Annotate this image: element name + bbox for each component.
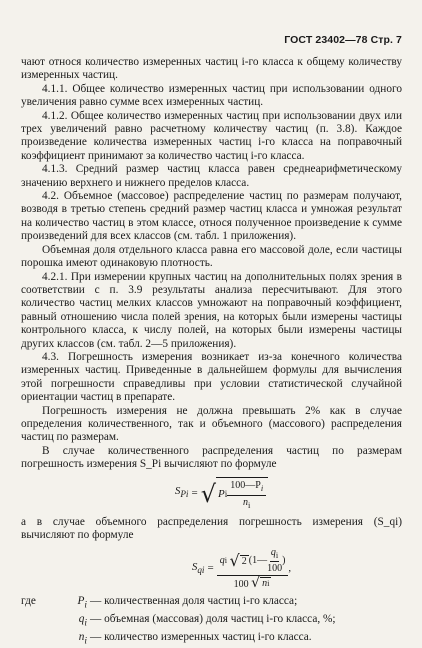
paragraph: чают относя количество измеренных частиц i-го класса к общему количеству измеренных частиц. xyxy=(21,56,402,82)
paragraph: а в случае объемного распределения погрешность измерения (S_qi) вычисляют по формуле xyxy=(21,515,402,541)
formula-error-volume: $S_{qi}$ = q i √ 2 (1— $\frac{q_i}{100}$ ) 100 √ n i , xyxy=(191,547,292,592)
formula-lhs: $S_{qi}$ xyxy=(191,560,205,575)
paragraph: Погрешность измерения не должна превышать 2% как в случае определения количественного, так и объемного (массового) распределения частиц по размерам. xyxy=(21,404,402,444)
definition-row: где $P_i$ — количественная доля частиц i-го класса; xyxy=(21,595,298,611)
definition-row: $q_i$ — объемная (массовая) доля частиц i-го класса, %; xyxy=(78,613,336,629)
paragraph: 4.1.2. Общее количество измеренных частиц при использовании двух или трех увеличений равно расчетному количеству частиц (п. 3.8). Каждое произведение количества измеренных частиц i-го класса на поправочный коэффициент принимают за количество частиц i-го класса. xyxy=(21,109,402,162)
paragraph: Объемная доля отдельного класса равна его массовой доле, если частицы порошка имеют одинаковую плотность. xyxy=(21,243,402,270)
document-body xyxy=(21,56,402,648)
paragraph: 4.2. Объемное (массовое) распределение частиц по размерам получают, возводя в третью степень средний размер частиц класса и умножая результат на количество частиц в этом классе, относя полученное произведение к сумме произведений для всех классов (см. табл. 1 приложения). xyxy=(21,190,402,243)
paragraph: 4.1.1. Общее количество измеренных частиц при использовании одного увеличения равно сумме всех измеренных частиц. xyxy=(21,82,402,109)
fraction: $\frac{100—P_i}{n_i}$ xyxy=(227,480,266,511)
paragraph: 4.3. Погрешность измерения возникает из-за конечного количества измеренных частиц. Приведенные в дальнейшем формулы для вычисления этой погрешности справедливы при условии статистической случайной ориентации частиц в препарате. xyxy=(21,350,402,404)
formula-lhs: $S_{Pi}$ xyxy=(174,485,189,500)
sqrt-sign: √ P i $\frac{100—P_i}{n_i}$ xyxy=(201,477,268,511)
formula-error-count: $S_{Pi}$ = √ P i $\frac{100—P_i}{n_i}$ xyxy=(41,477,402,511)
fraction: q i √ 2 (1— $\frac{q_i}{100}$ ) 100 √ n i xyxy=(217,547,289,590)
paragraph: 4.1.3. Средний размер частиц класса равен среднеарифметическому значению верхнего и нижнего пределов класса. xyxy=(21,163,402,189)
variable-definitions xyxy=(21,595,402,648)
paragraph: 4.2.1. При измерении крупных частиц на дополнительных полях зрения в соответствии с п. 3.9 результаты анализа пересчитывают. Для этого количество частиц мелких классов умножают на поправочный коэффициент, равный отношению числа полей зрения, на которых были измерены частицы контрольного класса, к числу полей, на которых были измерены частицы других классов (см. табл. 2—5 приложения). xyxy=(21,270,402,350)
page-header: ГОСТ 23402—78 Стр. 7 xyxy=(284,34,402,46)
paragraph: В случае количественного распределения частиц по размерам погрешность измерения S_Pi вычисляют по формуле xyxy=(21,444,402,471)
definition-row: $n_i$ — количество измеренных частиц i-го класса. xyxy=(78,630,312,646)
